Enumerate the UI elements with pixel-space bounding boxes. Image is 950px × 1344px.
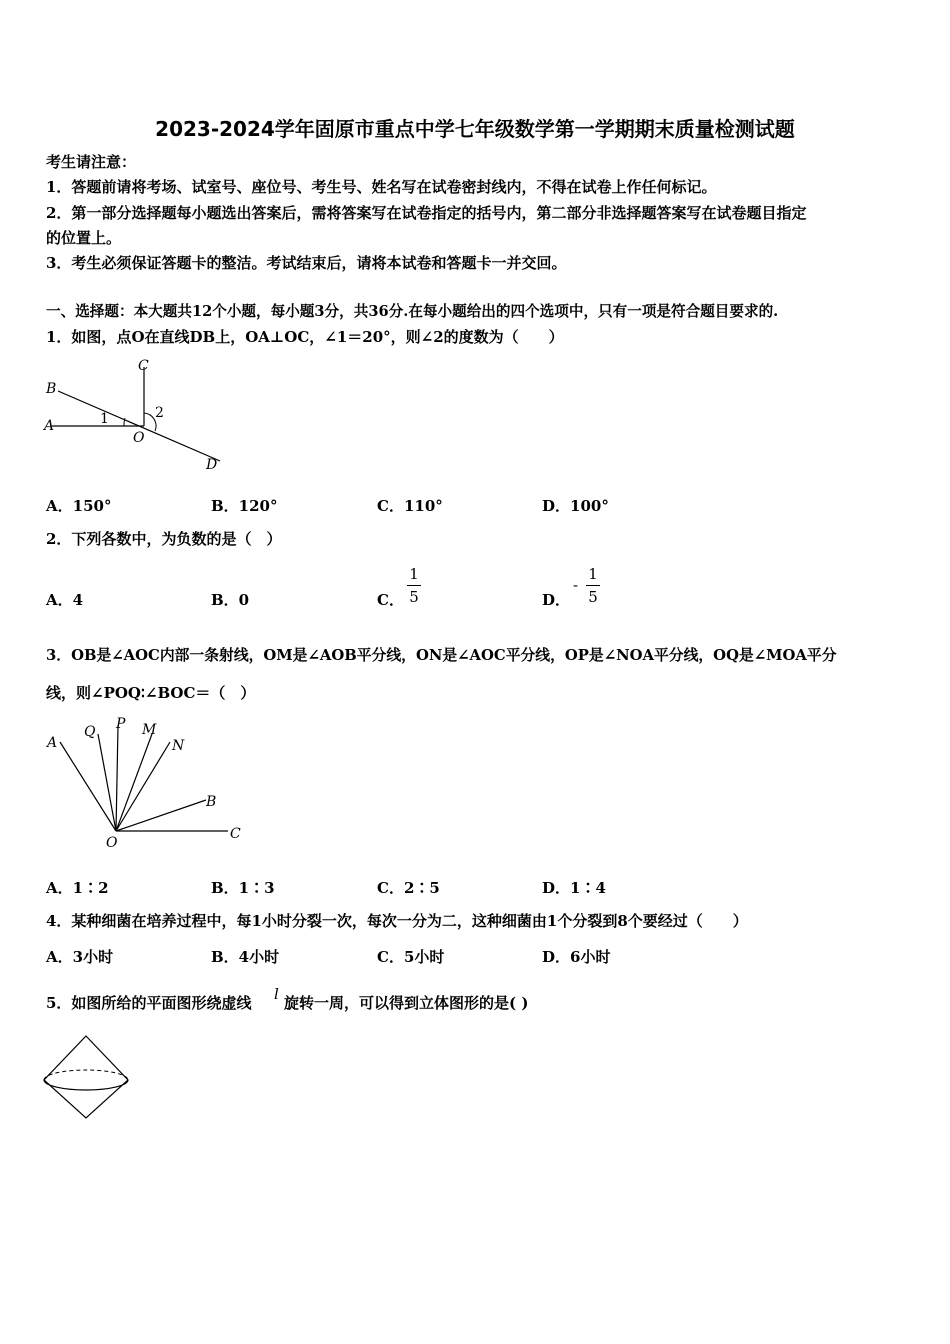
page-title: 2023-2024学年固原市重点中学七年级数学第一学期期末质量检测试题 bbox=[155, 117, 795, 141]
label-angle-2: 2 bbox=[155, 405, 164, 421]
axis-label-l: l bbox=[274, 985, 279, 1003]
minus-sign: - bbox=[573, 576, 579, 594]
fraction-c: 1 5 bbox=[407, 565, 421, 606]
question-1-stem: 1．如图，点O在直线DB上，OA⊥OC，∠1＝20°，则∠2的度数为（ ） bbox=[46, 328, 564, 346]
section-heading: 一、选择题：本大题共12个小题，每小题3分，共36分.在每小题给出的四个选项中，只有一项是符合题目要求的. bbox=[46, 303, 779, 320]
label-m: M bbox=[142, 722, 157, 738]
label-p: P bbox=[116, 716, 126, 732]
label-o: O bbox=[133, 430, 145, 446]
q2-option-c[interactable]: C． bbox=[377, 591, 404, 609]
label-a: A bbox=[47, 735, 58, 751]
label-c: C bbox=[138, 358, 149, 374]
label-d: D bbox=[206, 457, 218, 473]
q2-option-d[interactable]: D． bbox=[542, 591, 571, 609]
question-4-stem: 4．某种细菌在培养过程中，每1小时分裂一次，每次一分为二，这种细菌由1个分裂到8个要经过（ ） bbox=[46, 912, 748, 930]
label-b: B bbox=[46, 381, 57, 397]
question-5-stem: 5．如图所给的平面图形绕虚线 bbox=[46, 994, 252, 1012]
q3-option-c[interactable]: C．2∶5 bbox=[377, 879, 440, 897]
q3-option-b[interactable]: B．1∶3 bbox=[211, 879, 275, 897]
question-3-stem: 3．OB是∠AOC内部一条射线，OM是∠AOB平分线，ON是∠AOC平分线，OP是∠NOA平分线，OQ是∠MOA平分 bbox=[46, 647, 837, 664]
fraction-d: 1 5 bbox=[586, 565, 600, 606]
q1-option-d[interactable]: D．100° bbox=[542, 497, 609, 515]
notice-item: 2．第一部分选择题每小题选出答案后，需将答案写在试卷指定的括号内，第二部分非选择题答案写在试卷题目指定 bbox=[46, 204, 807, 222]
q1-option-a[interactable]: A．150° bbox=[46, 497, 112, 515]
q2-option-a[interactable]: A．4 bbox=[46, 591, 84, 609]
question-3-stem-continued: 线，则∠POQ∶∠BOC＝（ ） bbox=[46, 684, 256, 702]
label-q: Q bbox=[84, 724, 96, 740]
label-a: A bbox=[44, 418, 55, 434]
label-b: B bbox=[206, 794, 217, 810]
q4-option-c[interactable]: C．5小时 bbox=[377, 948, 445, 966]
notice-item: 3．考生必须保证答题卡的整洁。考试结束后，请将本试卷和答题卡一并交回。 bbox=[46, 254, 567, 272]
question-5-figure bbox=[40, 1030, 140, 1125]
q2-option-b[interactable]: B．0 bbox=[211, 591, 250, 609]
q3-option-a[interactable]: A．1∶2 bbox=[46, 879, 109, 897]
q4-option-b[interactable]: B．4小时 bbox=[211, 948, 280, 966]
notice-heading: 考生请注意： bbox=[46, 153, 137, 171]
label-c: C bbox=[230, 826, 241, 842]
question-2-stem: 2．下列各数中，为负数的是（ ） bbox=[46, 530, 282, 548]
q4-option-a[interactable]: A．3小时 bbox=[46, 948, 114, 966]
question-5-stem-continued: 旋转一周，可以得到立体图形的是( ) bbox=[284, 994, 529, 1012]
q4-option-d[interactable]: D．6小时 bbox=[542, 948, 611, 966]
q1-option-c[interactable]: C．110° bbox=[377, 497, 443, 515]
notice-item: 1．答题前请将考场、试室号、座位号、考生号、姓名写在试卷密封线内，不得在试卷上作任何标记。 bbox=[46, 178, 717, 196]
q3-option-d[interactable]: D．1∶4 bbox=[542, 879, 606, 897]
question-3-figure bbox=[40, 712, 250, 852]
question-1-figure bbox=[40, 355, 230, 480]
label-angle-1: 1 bbox=[100, 411, 109, 427]
q1-option-b[interactable]: B．120° bbox=[211, 497, 278, 515]
label-o: O bbox=[106, 835, 118, 851]
label-n: N bbox=[172, 738, 185, 754]
notice-item: 的位置上。 bbox=[46, 229, 122, 247]
